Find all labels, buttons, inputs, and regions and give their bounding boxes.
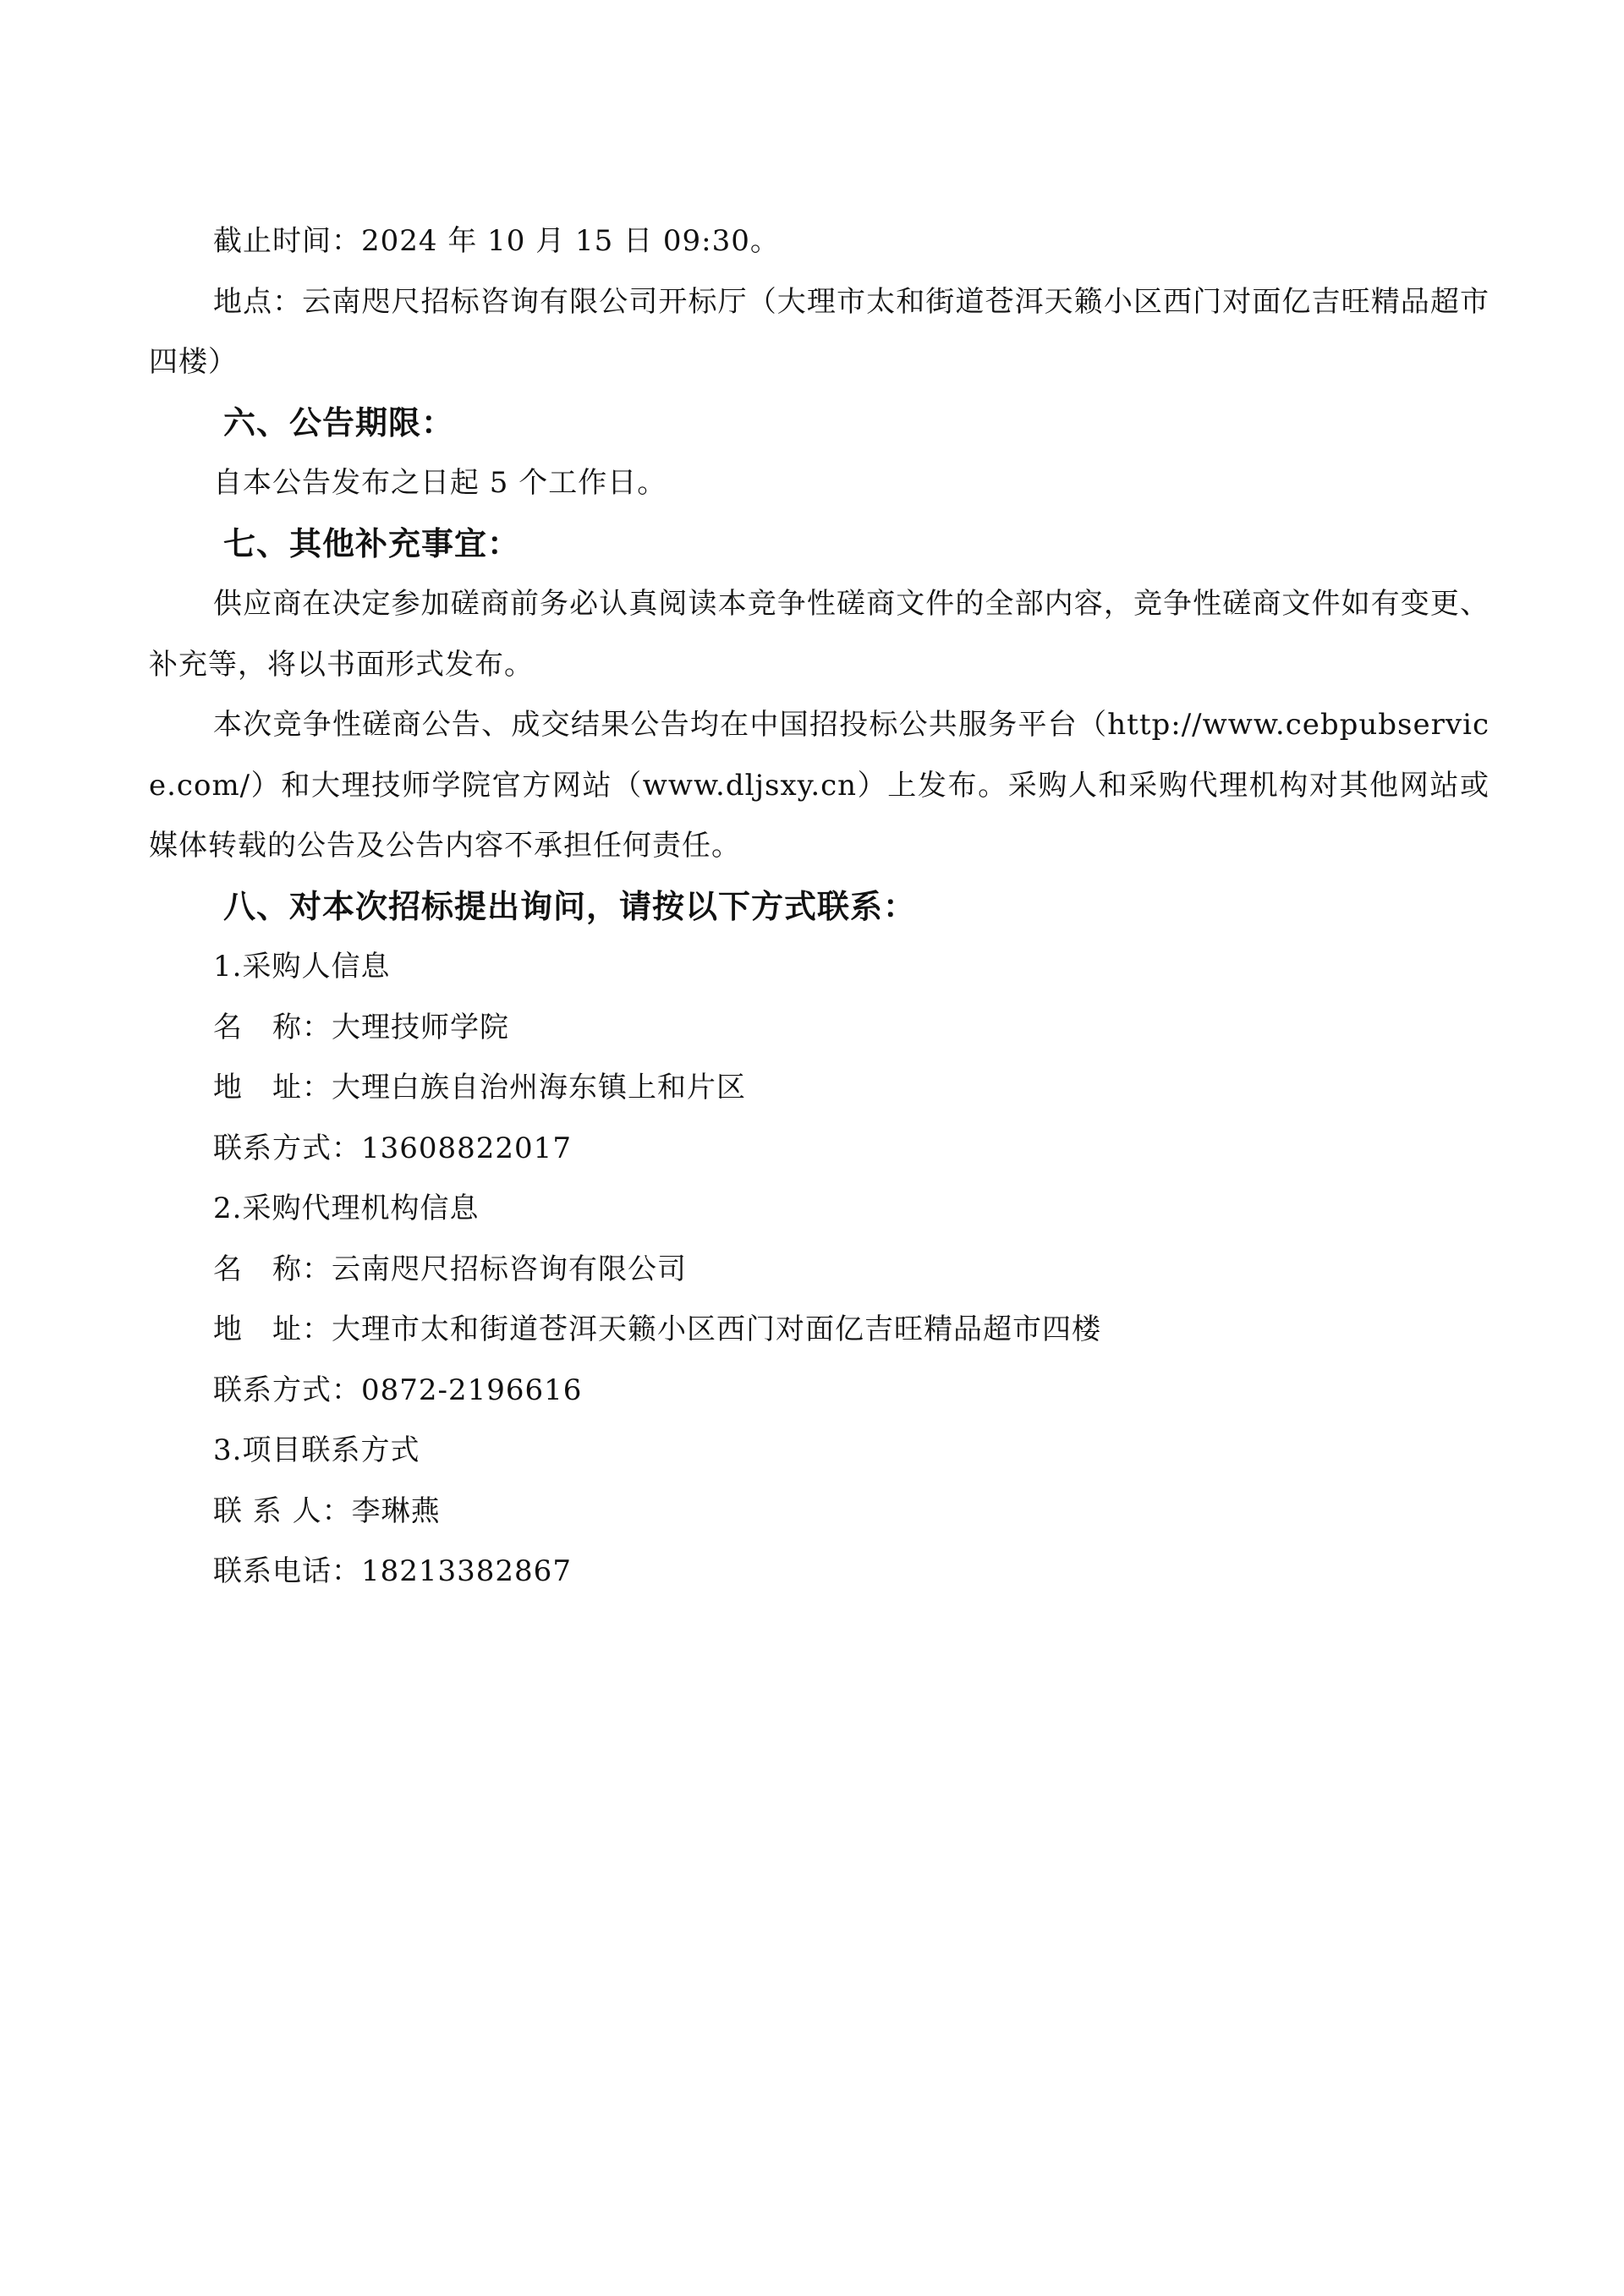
supplement-paragraph-1: 供应商在决定参加磋商前务必认真阅读本竞争性磋商文件的全部内容，竞争性磋商文件如有变更、补充等，将以书面形式发布。 [149, 587, 1490, 682]
notice-period-text: 自本公告发布之日起 5 个工作日。 [213, 466, 667, 500]
document-content [149, 211, 1490, 1603]
supplement-paragraph-2: 本次竞争性磋商公告、成交结果公告均在中国招投标公共服务平台（http://www.cebpubservice.com/）和大理技师学院官方网站（www.dljsxy.cn）上发布。采购人和采购代理机构对其他网站或媒体转载的公告及公告内容不承担任何责任。 [149, 708, 1490, 863]
purchaser-title: 1.采购人信息 [213, 950, 391, 984]
agency-name: 名 称：云南咫尺招标咨询有限公司 [213, 1252, 687, 1286]
purchaser-contact: 联系方式：13608822017 [213, 1131, 572, 1165]
purchaser-address: 地 址：大理白族自治州海东镇上和片区 [213, 1071, 746, 1104]
project-contact-title: 3.项目联系方式 [213, 1433, 420, 1467]
location-paragraph: 地点：云南咫尺招标咨询有限公司开标厅（大理市太和街道苍洱天籁小区西门对面亿吉旺精品超市四楼） [149, 284, 1490, 379]
agency-address: 地 址：大理市太和街道苍洱天籁小区西门对面亿吉旺精品超市四楼 [213, 1312, 1101, 1346]
section-8-heading: 八、对本次招标提出询问，请按以下方式联系： [223, 887, 917, 925]
project-contact-phone: 联系电话：18213382867 [213, 1554, 572, 1588]
section-6-heading: 六、公告期限： [223, 403, 455, 441]
deadline-line: 截止时间：2024 年 10 月 15 日 09:30。 [213, 224, 780, 258]
project-contact-person: 联 系 人：李琳燕 [213, 1493, 441, 1528]
purchaser-name: 名 称：大理技师学院 [213, 1010, 509, 1044]
agency-contact: 联系方式：0872-2196616 [213, 1373, 583, 1407]
agency-title: 2.采购代理机构信息 [213, 1192, 480, 1225]
section-7-heading: 七、其他补充事宜： [223, 524, 521, 562]
